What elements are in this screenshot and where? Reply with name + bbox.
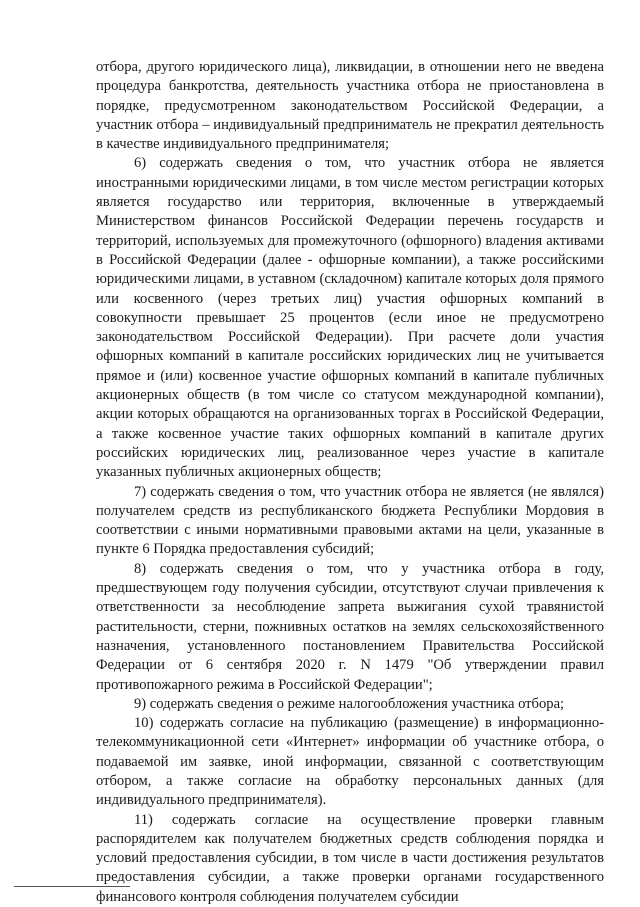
paragraph-item-6: 6) содержать сведения о том, что участник отбора не является иностранными юридическими лицами, в том числе местом регистрации которых является государство или территория, включенные в утверждаемый Министерством финансов Российской Федерации перечень государств и территорий, используемых для промежуточного (офшорного) владения активами в Российской Федерации (далее - офшорные компании), а также российскими юридическими лицами, в уставном (складочном) капитале которых доля прямого или косвенного (через третьих лиц) участия офшорных компаний в совокупности превышает 25 процентов (если иное не предусмотрено законодательством Российской Федерации). При расчете доли участия офшорных компаний в капитале российских юридических лиц не учитывается прямое и (или) косвенное участие офшорных компаний в капитале публичных акционерных обществ (в том числе со статусом международной компании), акции которых обращаются на организованных торгах в Российской Федерации, а также косвенное участие таких офшорных компаний в капитале других российских юридических лиц, реализованное через участие в капитале указанных публичных акционерных обществ;: [96, 155, 604, 481]
footnote-separator-line: [14, 886, 130, 887]
paragraph-item-8: 8) содержать сведения о том, что у участника отбора в году, предшествующем году получения субсидии, отсутствуют случаи привлечения к ответственности за несоблюдение запрета выжигания сухой травянистой растительности, стерни, пожнивных остатков на землях сельскохозяйственного назначения, установленного постановлением Правительства Российской Федерации от 6 сентября 2020 г. N 1479 "Об утверждении правил противопожарного режима в Российской Федерации";: [96, 560, 604, 693]
paragraph-item-11: 11) содержать согласие на осуществление проверки главным распорядителем как получателем бюджетных средств соблюдения порядка и условий предоставления субсидии, в том числе в части достижения результатов предоставления субсидии, а также проверки органами государственного финансового контроля соблюдения получателем субсидии: [96, 811, 604, 905]
document-body: [96, 58, 604, 907]
paragraph-item-9: 9) содержать сведения о режиме налогообложения участника отбора;: [134, 695, 565, 712]
paragraph-continuation: отбора, другого юридического лица), ликвидации, в отношении него не введена процедура банкротства, деятельность участника отбора не приостановлена в порядке, предусмотренном законодательством Российской Федерации, а участник отбора – индивидуальный предприниматель не прекратил деятельность в качестве индивидуального предпринимателя;: [96, 59, 604, 153]
paragraph-item-7: 7) содержать сведения о том, что участник отбора не является (не являлся) получателем средств из республиканского бюджета Республики Мордовия в соответствии с иными нормативными правовыми актами на цели, указанные в пункте 6 Порядка предоставления субсидий;: [96, 483, 604, 558]
paragraph-item-10: 10) содержать согласие на публикацию (размещение) в информационно-телекоммуникационной сети «Интернет» информации об участнике отбора, о подаваемой им заявке, иной информации, связанной с соответствующим отбором, а также согласие на обработку персональных данных (для индивидуального предпринимателя).: [96, 715, 604, 809]
